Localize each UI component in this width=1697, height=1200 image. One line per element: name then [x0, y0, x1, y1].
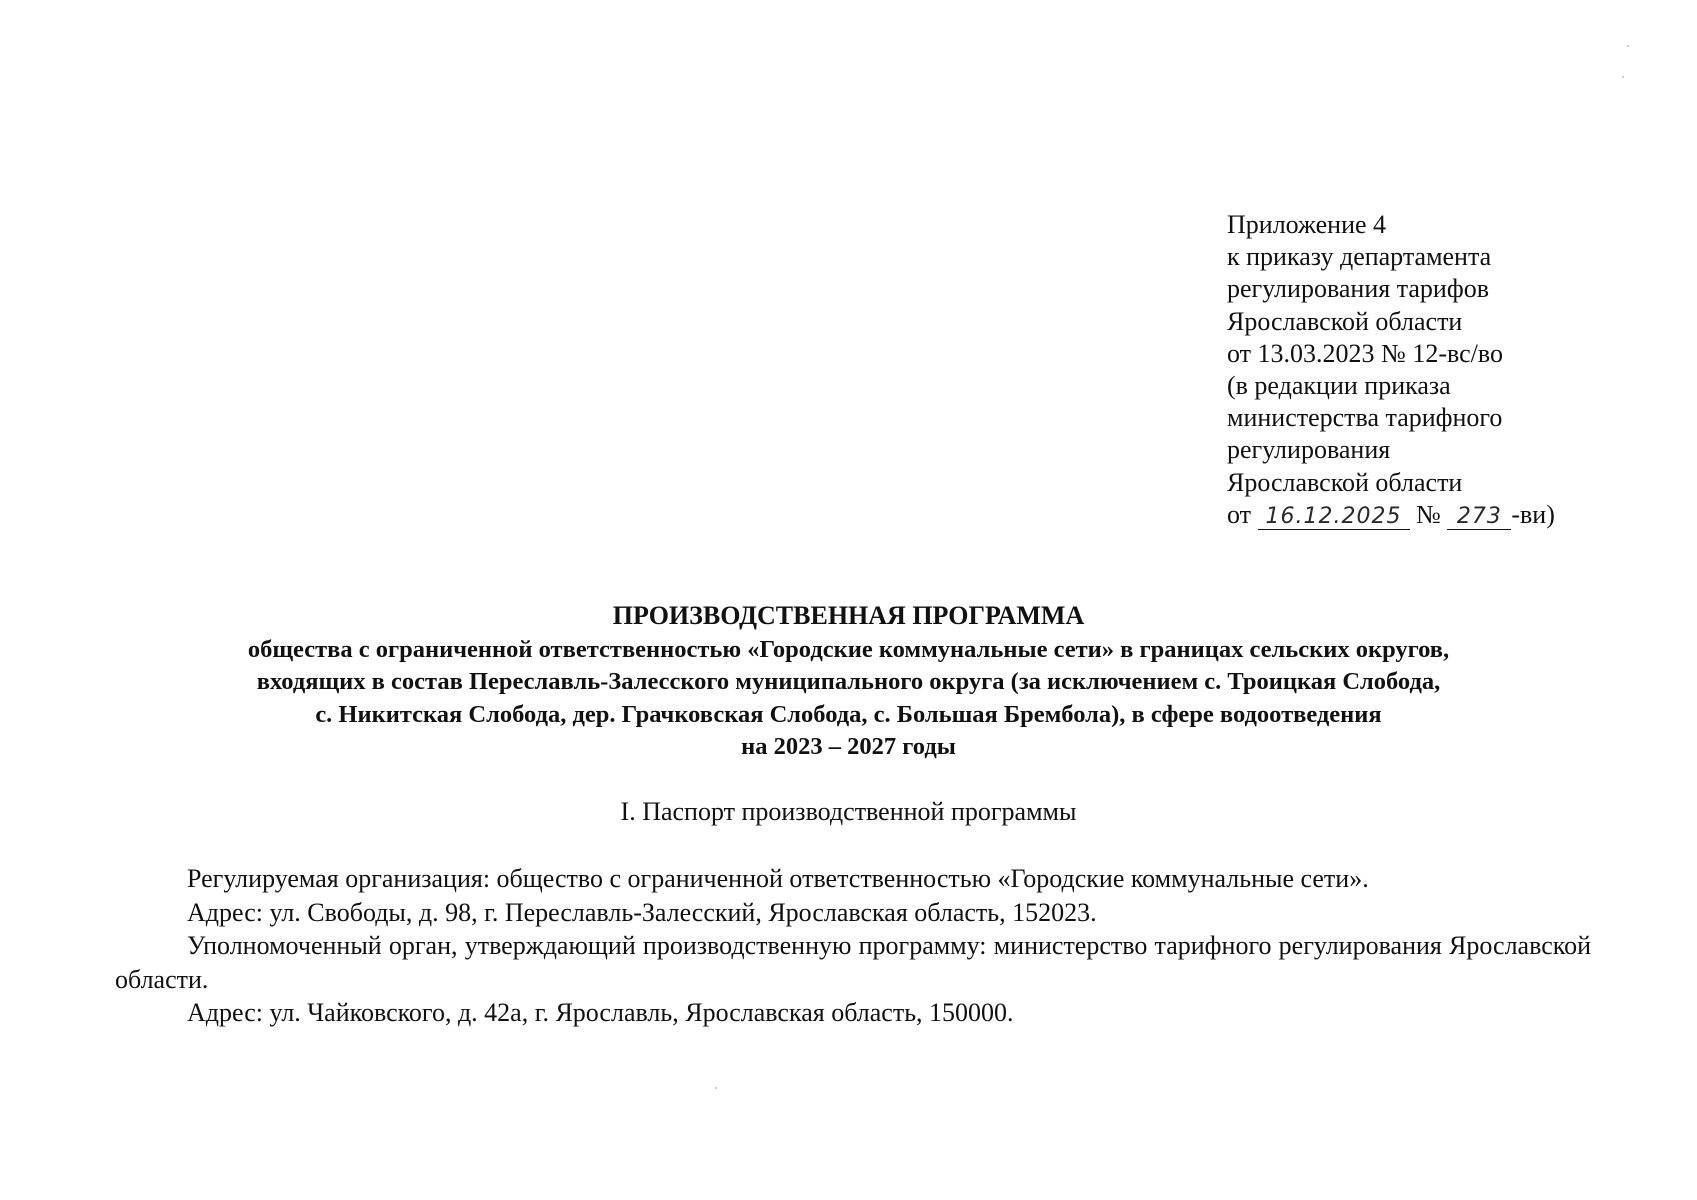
passport-section [115, 862, 1591, 1030]
appendix-amendment-line [1227, 499, 1647, 531]
passport-paragraph: Регулируемая организация: общество с ограниченной ответственностью «Городские коммунальные сети». [187, 864, 1369, 893]
program-period: на 2023 – 2027 годы [741, 733, 956, 760]
appendix-line: Ярославской области [1227, 306, 1463, 336]
appendix-line: от 13.03.2023 № 12-вс/во [1227, 338, 1503, 368]
passport-paragraph: Адрес: ул. Свободы, д. 98, г. Переславль-Залесский, Ярославская область, 152023. [187, 897, 1097, 927]
appendix-block [1227, 209, 1647, 531]
scan-speck [1627, 45, 1629, 47]
handwritten-number: 273 [1447, 506, 1511, 530]
appendix-line: Ярославской области [1227, 467, 1463, 497]
number-sign: № [1409, 499, 1448, 529]
program-title: ПРОИЗВОДСТВЕННАЯ ПРОГРАММА [612, 601, 1085, 630]
amendment-suffix: -ви) [1511, 499, 1555, 529]
scan-speck [1622, 76, 1624, 78]
passport-paragraph: Уполномоченный орган, утверждающий производственную программу: министерство тарифного регулирования Ярославской области. [115, 931, 1591, 994]
program-title-block [100, 600, 1597, 764]
section-heading: I. Паспорт производственной программы [620, 797, 1077, 826]
amendment-prefix: от [1227, 499, 1258, 529]
appendix-line: к приказу департамента [1227, 242, 1492, 272]
program-subtitle-line: входящих в состав Переславль-Залесского муниципального округа (за исключением с. Троицкая Слобода, [256, 668, 1441, 695]
passport-paragraph: Адрес: ул. Чайковского, д. 42а, г. Ярославль, Ярославская область, 150000. [187, 998, 1014, 1027]
appendix-line: Приложение 4 [1227, 210, 1387, 239]
handwritten-date: 16.12.2025 [1258, 506, 1410, 530]
appendix-line: министерства тарифного [1227, 403, 1503, 433]
program-subtitle-line: с. Никитская Слобода, дер. Грачковская Слобода, с. Большая Брембола), в сфере водоотведения [315, 700, 1382, 728]
appendix-line: регулирования тарифов [1227, 274, 1489, 304]
scan-speck [715, 1087, 717, 1089]
appendix-line: регулирования [1227, 435, 1391, 465]
appendix-line: (в редакции приказа [1227, 371, 1451, 401]
program-subtitle-line: общества с ограниченной ответственностью «Городские коммунальные сети» в границах сельских округов, [247, 635, 1450, 663]
